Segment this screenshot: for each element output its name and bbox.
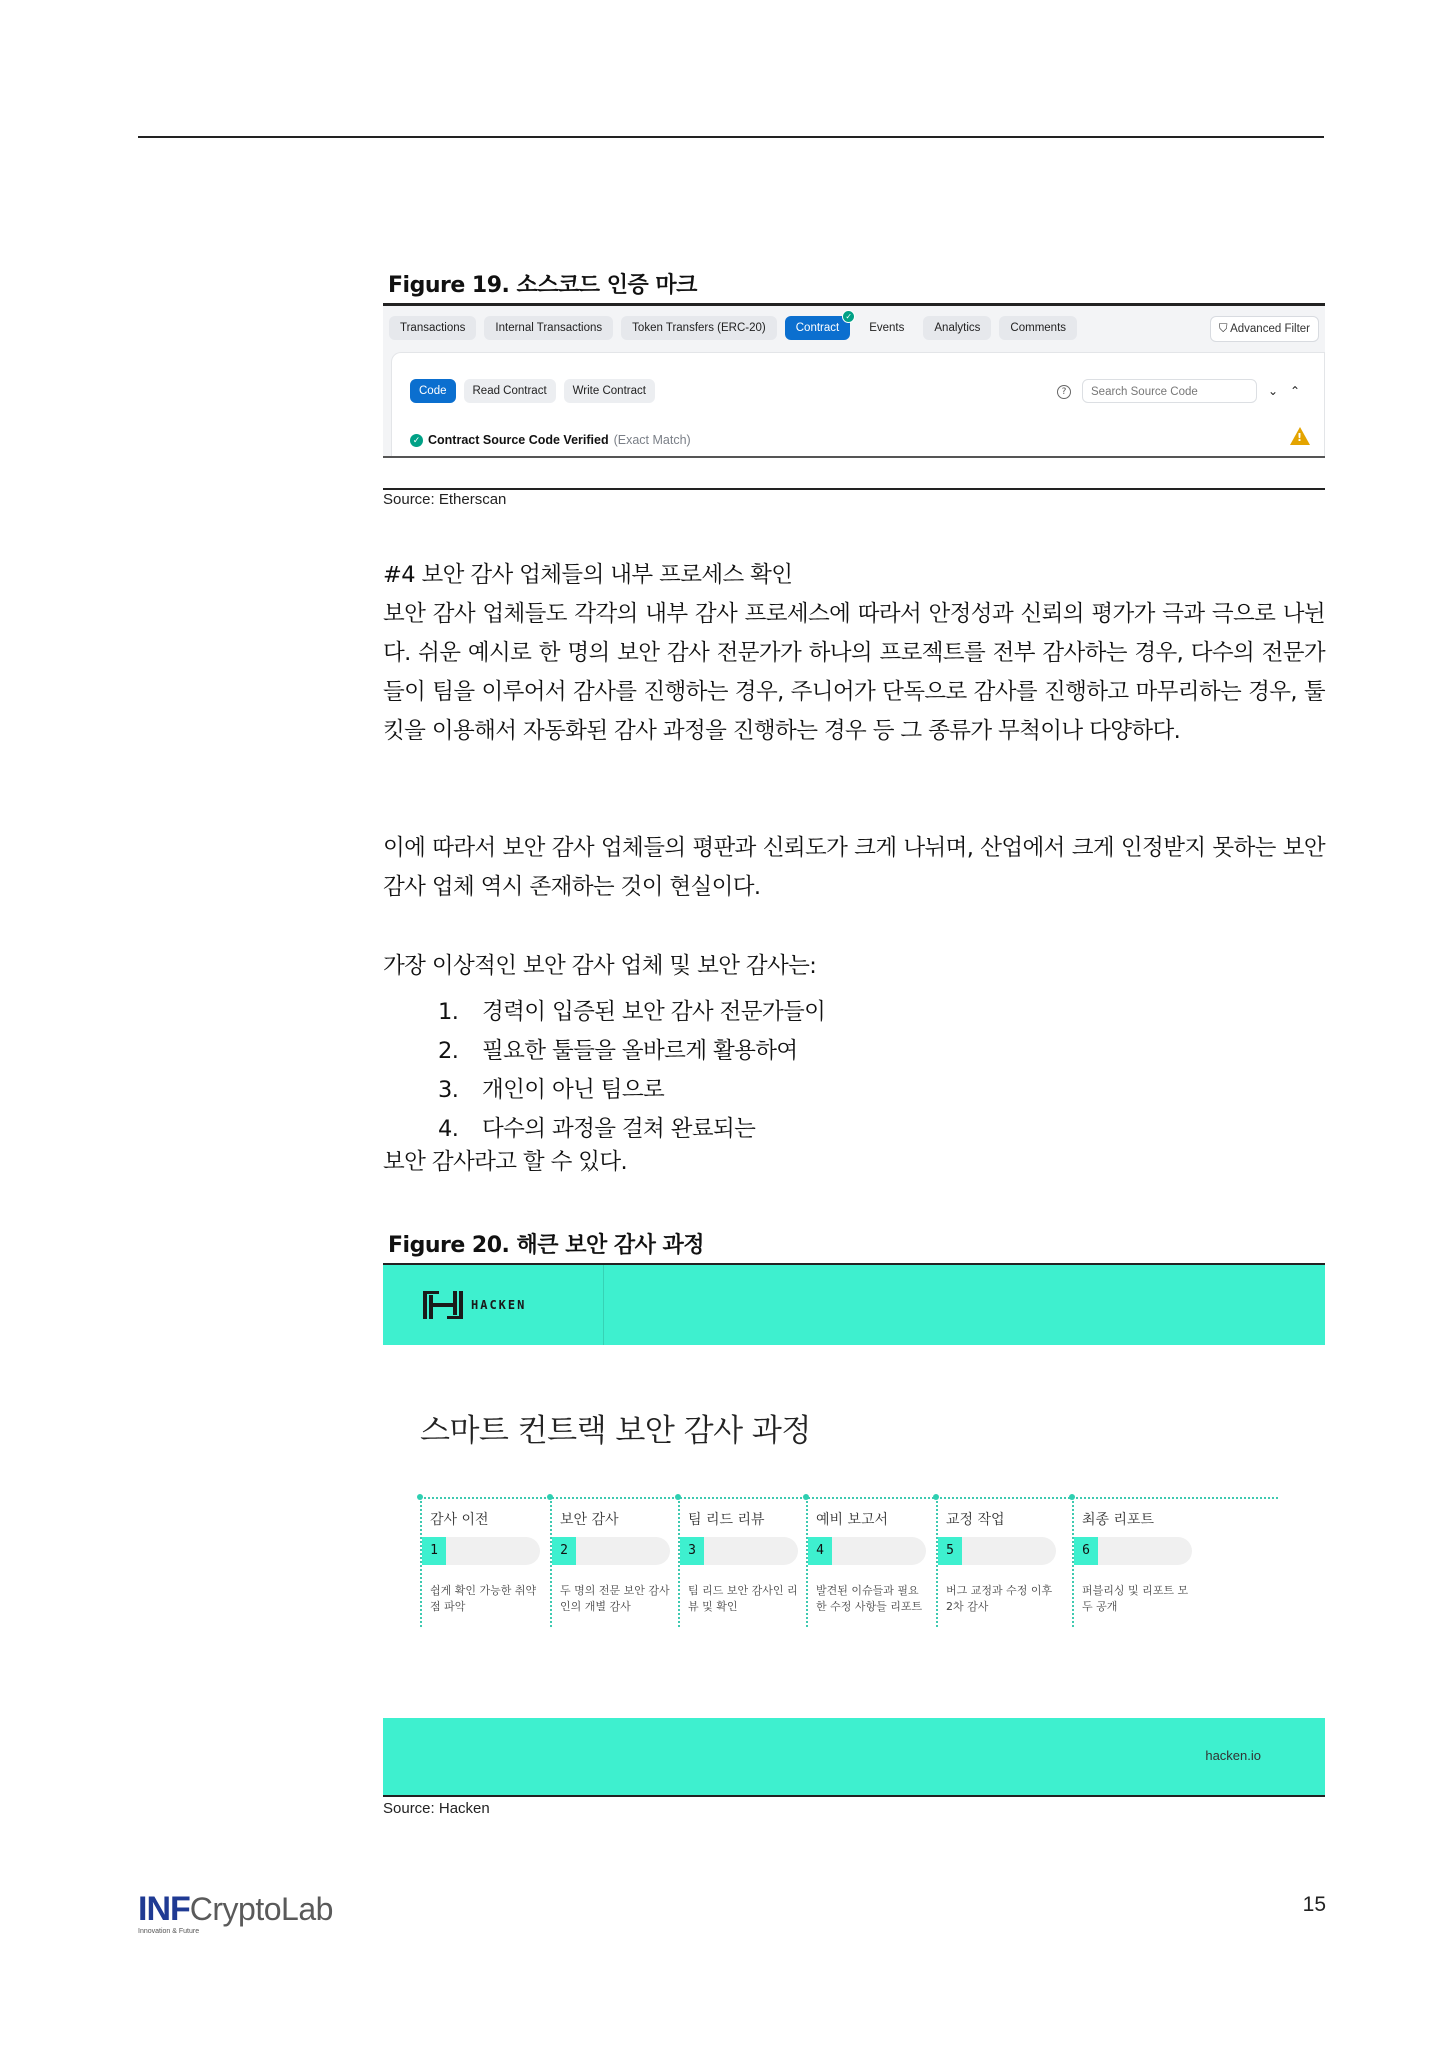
figure-19-source: Source: Etherscan: [383, 491, 507, 508]
step-4: [806, 1497, 926, 1637]
step-number: 6: [1074, 1537, 1098, 1565]
step-6: [1072, 1497, 1192, 1637]
warning-icon[interactable]: !: [1290, 427, 1310, 445]
paragraph-1: 보안 감사 업체들도 각각의 내부 감사 프로세스에 따라서 안정성과 신뢰의 평가가 극과 극으로 나뉜다. 쉬운 예시로 한 명의 보안 감사 전문가가 하나의 프로젝트를 전부 감사하는 경우, 다수의 전문가들이 팀을 이루어서 감사를 진행하는 경우, 주니어가 단독으로 감사를 진행하고 마무리하는 경우, 툴킷을 이용해서 자동화된 감사 과정을 진행하는 경우 등 그 종류가 무척이나 다양하다.: [383, 601, 1325, 744]
list-item: 4. 다수의 과정을 걸쳐 완료되는: [438, 1116, 756, 1142]
top-rule: [138, 136, 1324, 138]
step-number: 1: [422, 1537, 446, 1565]
step-desc: 쉽게 확인 가능한 취약점 파악: [430, 1584, 537, 1613]
subtab-read-contract[interactable]: Read Contract: [464, 379, 556, 403]
step-number: 3: [680, 1537, 704, 1565]
audit-process-steps: [420, 1497, 1278, 1637]
paragraph-3: 가장 이상적인 보안 감사 업체 및 보안 감사는:: [383, 953, 817, 979]
verified-match: (Exact Match): [613, 433, 691, 447]
check-circle-icon: ✓: [410, 434, 423, 447]
paragraph-2: 이에 따라서 보안 감사 업체들의 평판과 신뢰도가 크게 나뉘며, 산업에서 크게 인정받지 못하는 보안 감사 업체 역시 존재하는 것이 현실이다.: [383, 835, 1325, 900]
advanced-filter-button[interactable]: [1210, 316, 1319, 342]
hacken-logo-icon: [423, 1291, 463, 1319]
subtab-write-contract[interactable]: Write Contract: [564, 379, 655, 403]
tab-comments[interactable]: Comments: [999, 316, 1077, 340]
list-item: 2. 필요한 툴들을 올바르게 활용하여: [438, 1038, 798, 1064]
tab-contract[interactable]: [785, 312, 853, 340]
source-rule: [383, 488, 1325, 490]
figure-19-title: Figure 19. 소스코드 인증 마크: [388, 273, 697, 298]
step-2: [550, 1497, 670, 1637]
figure-20-source: Source: Hacken: [383, 1800, 490, 1817]
filter-icon: ⛉: [1218, 323, 1231, 335]
step-label: 팀 리드 리뷰: [688, 1512, 765, 1528]
hacken-logo: [423, 1291, 526, 1319]
hacken-wordmark: HACKEN: [471, 1298, 527, 1312]
step-number: 4: [808, 1537, 832, 1565]
logo-lab: Lab: [281, 1891, 333, 1927]
step-number: 5: [938, 1537, 962, 1565]
logo-inf: INF: [138, 1890, 190, 1928]
step-label: 보안 감사: [560, 1512, 619, 1528]
tab-internal-transactions[interactable]: Internal Transactions: [484, 316, 613, 340]
step-desc: 두 명의 전문 보안 감사인의 개별 감사: [560, 1584, 670, 1613]
hacken-url: hacken.io: [1205, 1748, 1261, 1763]
header-divider: [603, 1265, 604, 1345]
chevron-up-icon[interactable]: ⌃: [1289, 384, 1301, 398]
page-number: 15: [1302, 1893, 1326, 1916]
list-item: 3. 개인이 아닌 팀으로: [438, 1077, 665, 1103]
contract-subtabs: [410, 379, 655, 403]
tab-contract-label: Contract: [795, 322, 840, 334]
etherscan-tabs: [389, 312, 1077, 340]
verified-check-icon: ✓: [842, 310, 855, 323]
step-label: 교정 작업: [946, 1512, 1005, 1528]
etherscan-screenshot: [383, 303, 1325, 458]
contract-panel: [391, 352, 1325, 456]
subtab-code[interactable]: Code: [410, 379, 456, 403]
section-heading: #4 보안 감사 업체들의 내부 프로세스 확인: [383, 562, 793, 588]
advanced-filter-label: Advanced Filter: [1230, 323, 1310, 335]
verified-status: [410, 433, 691, 447]
step-desc: 버그 교정과 수정 이후 2차 감사: [946, 1584, 1053, 1613]
step-3: [678, 1497, 798, 1637]
hacken-header-band: [383, 1263, 1325, 1345]
chevron-down-icon[interactable]: ⌄: [1267, 384, 1279, 398]
tab-token-transfers[interactable]: Token Transfers (ERC-20): [621, 316, 777, 340]
logo-crypto: Crypto: [189, 1891, 282, 1927]
step-desc: 팀 리드 보안 감사인 리뷰 및 확인: [688, 1584, 798, 1613]
tab-transactions[interactable]: Transactions: [389, 316, 476, 340]
search-source-code-input[interactable]: Search Source Code: [1082, 379, 1257, 403]
tab-analytics[interactable]: Analytics: [923, 316, 991, 340]
step-desc: 퍼블리싱 및 리포트 모두 공개: [1082, 1584, 1189, 1613]
step-label: 최종 리포트: [1082, 1512, 1155, 1528]
step-1: [420, 1497, 540, 1637]
step-5: [936, 1497, 1056, 1637]
step-label: 감사 이전: [430, 1512, 489, 1528]
logo-tagline: Innovation & Future: [138, 1928, 200, 1935]
inf-cryptolab-logo: [138, 1890, 333, 1935]
tab-events[interactable]: Events: [869, 322, 905, 334]
help-icon[interactable]: ?: [1057, 385, 1071, 399]
hacken-footer-band: [383, 1718, 1325, 1797]
step-desc: 발견된 이슈들과 필요한 수정 사항들 리포트: [816, 1584, 923, 1613]
step-label: 예비 보고서: [816, 1512, 889, 1528]
figure-20-title: Figure 20. 해큰 보안 감사 과정: [388, 1233, 705, 1258]
hacken-heading: 스마트 컨트랙 보안 감사 과정: [420, 1413, 811, 1449]
verified-text: Contract Source Code Verified: [428, 433, 609, 447]
step-number: 2: [552, 1537, 576, 1565]
list-item: 1. 경력이 입증된 보안 감사 전문가들이: [438, 999, 826, 1025]
conclusion: 보안 감사라고 할 수 있다.: [383, 1149, 628, 1175]
